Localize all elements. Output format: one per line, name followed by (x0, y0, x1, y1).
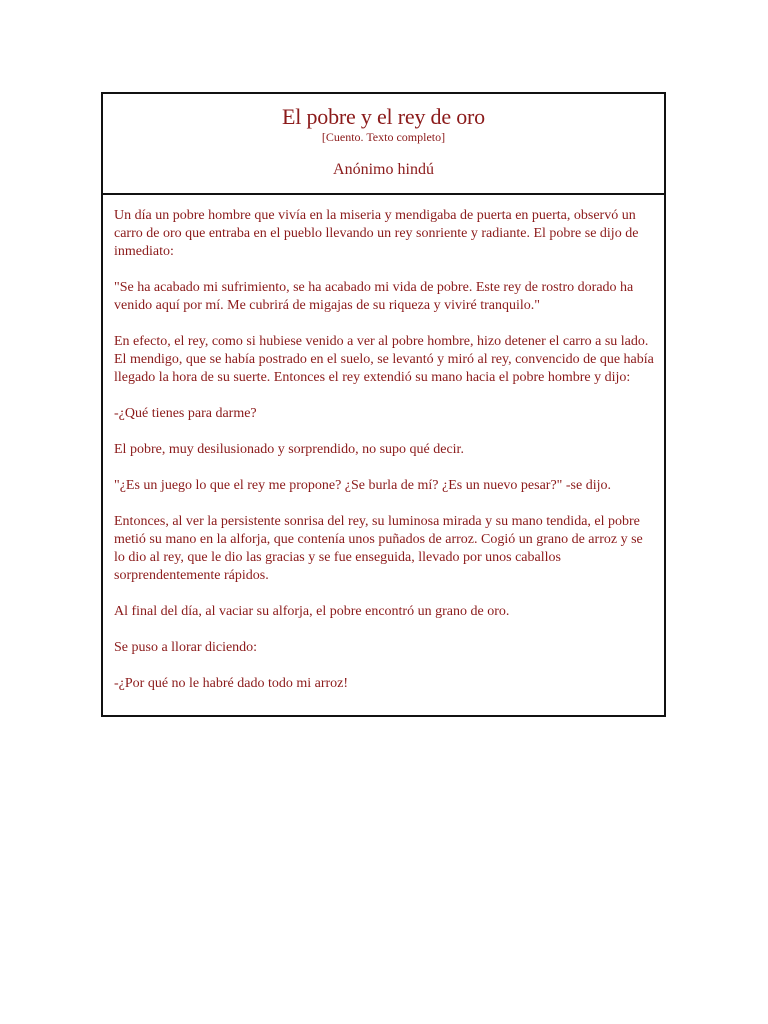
paragraph: Al final del día, al vaciar su alforja, el pobre encontró un grano de oro. (114, 604, 510, 619)
story-body (103, 195, 664, 693)
paragraph: "¿Es un juego lo que el rey me propone? ¿Se burla de mí? ¿Es un nuevo pesar?" -se dijo. (114, 478, 611, 493)
story-header (103, 94, 664, 195)
story-subtitle: [Cuento. Texto completo] (321, 130, 446, 144)
paragraph: Se puso a llorar diciendo: (114, 640, 258, 655)
paragraph: -¿Por qué no le habré dado todo mi arroz! (114, 676, 349, 691)
paragraph: El pobre, muy desilusionado y sorprendido, no supo qué decir. (114, 442, 464, 457)
paragraph: Un día un pobre hombre que vivía en la miseria y mendigaba de puerta en puerta, observó un carro de oro que entraba en el pueblo llevando un rey sonriente y radiante. El pobre se dijo de inmediato: (114, 208, 639, 259)
story-frame (101, 92, 666, 717)
story-title: El pobre y el rey de oro (282, 104, 485, 129)
paragraph: Entonces, al ver la persistente sonrisa del rey, su luminosa mirada y su mano tendida, el pobre metió su mano en la alforja, que contenía unos puñados de arroz. Cogió un grano de arroz y se lo dio al rey, que le dio las gracias y se fue enseguida, llevado por unos caballos sorprendentemente rápidos. (114, 514, 643, 583)
paragraph: "Se ha acabado mi sufrimiento, se ha acabado mi vida de pobre. Este rey de rostro dorado ha venido aquí por mí. Me cubrirá de migajas de su riqueza y viviré tranquilo." (114, 280, 634, 313)
paragraph: En efecto, el rey, como si hubiese venido a ver al pobre hombre, hizo detener el carro a su lado. El mendigo, que se había postrado en el suelo, se levantó y miró al rey, convencido de que había llegado la hora de su suerte. Entonces el rey extendió su mano hacia el pobre hombre y dijo: (114, 334, 654, 385)
story-author: Anónimo hindú (333, 161, 434, 178)
paragraph: -¿Qué tienes para darme? (114, 406, 257, 421)
